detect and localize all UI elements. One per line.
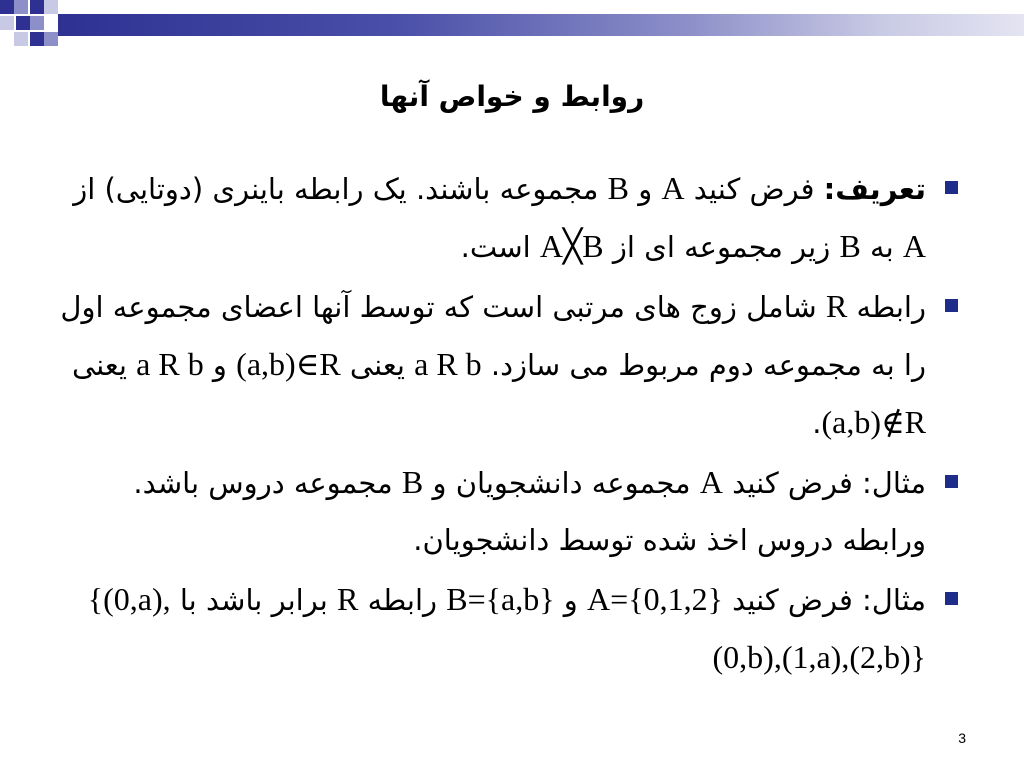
math-expression: a R b — [414, 346, 482, 382]
square-bullet-icon — [945, 181, 958, 194]
square-bullet-icon — [945, 592, 958, 605]
deco-square — [0, 16, 14, 30]
deco-square — [30, 32, 44, 46]
bullet-item-definition — [50, 160, 960, 276]
definition-term: تعریف: — [823, 172, 926, 206]
text-run: رابطه — [358, 583, 447, 617]
text-run: مجموعه باشند. یک رابطه باینری (دوتایی) از — [73, 172, 608, 206]
text-run: و — [554, 583, 588, 617]
text-run: شامل زوج های مرتبی است که توسط آنها اعضای مجموعه اول را به مجموعه دوم مربوط می سازد. — [60, 290, 926, 382]
text-run: زیر مجموعه ای از — [603, 230, 840, 264]
page-number: 3 — [958, 730, 966, 746]
math-symbol: R — [337, 581, 359, 617]
square-bullet-icon — [945, 475, 958, 488]
text-run: و — [629, 172, 662, 206]
deco-square — [44, 0, 58, 14]
text-run: مثال: فرض کنید — [722, 583, 926, 617]
text-run: فرض کنید — [684, 172, 824, 206]
deco-square — [14, 0, 28, 14]
math-symbol: A╳B — [539, 228, 604, 264]
math-symbol: B — [401, 464, 424, 500]
math-symbol: R — [825, 288, 848, 324]
deco-square — [14, 32, 28, 46]
bullet-item-relation — [50, 278, 960, 452]
deco-square — [16, 16, 30, 30]
text-run: رابطه — [847, 290, 926, 324]
text-run: مثال: فرض کنید — [722, 466, 926, 500]
text-run: . — [812, 406, 822, 440]
bullet-list — [50, 160, 960, 689]
deco-square — [30, 16, 44, 30]
math-symbol: B — [607, 170, 629, 206]
header-gradient-bar — [58, 14, 1024, 36]
math-expression: (a,b)∉R — [821, 404, 926, 440]
text-run: مجموعه دانشجویان و — [423, 466, 700, 500]
math-expression: B={a,b} — [446, 581, 555, 617]
deco-square — [0, 0, 14, 14]
text-run: مجموعه دروس باشد. ورابطه دروس اخذ شده توسط دانشجویان. — [133, 466, 926, 557]
header-decoration — [0, 0, 1024, 60]
deco-square — [30, 0, 44, 14]
square-bullet-icon — [945, 299, 958, 312]
text-run: یعنی — [71, 348, 137, 382]
math-expression: {(0,a),(0,b),(1,a),(2,b)} — [87, 581, 926, 675]
math-symbol: A — [661, 170, 685, 206]
text-run: است. — [460, 230, 540, 264]
math-symbol: A — [699, 464, 723, 500]
text-run: برابر باشد با — [170, 583, 338, 617]
math-expression: a R b — [136, 346, 204, 382]
bullet-item-example-1 — [50, 454, 960, 569]
math-symbol: A — [902, 228, 926, 264]
deco-square — [44, 32, 58, 46]
bullet-item-example-2 — [50, 571, 960, 687]
text-run: یعنی — [340, 348, 415, 382]
math-expression: A={0,1,2} — [587, 581, 723, 617]
math-expression: (a,b)∈R — [236, 346, 341, 382]
text-run: و — [203, 348, 237, 382]
text-run: به — [860, 230, 903, 264]
slide-title: روابط و خواص آنها — [379, 80, 645, 113]
math-symbol: B — [839, 228, 861, 264]
